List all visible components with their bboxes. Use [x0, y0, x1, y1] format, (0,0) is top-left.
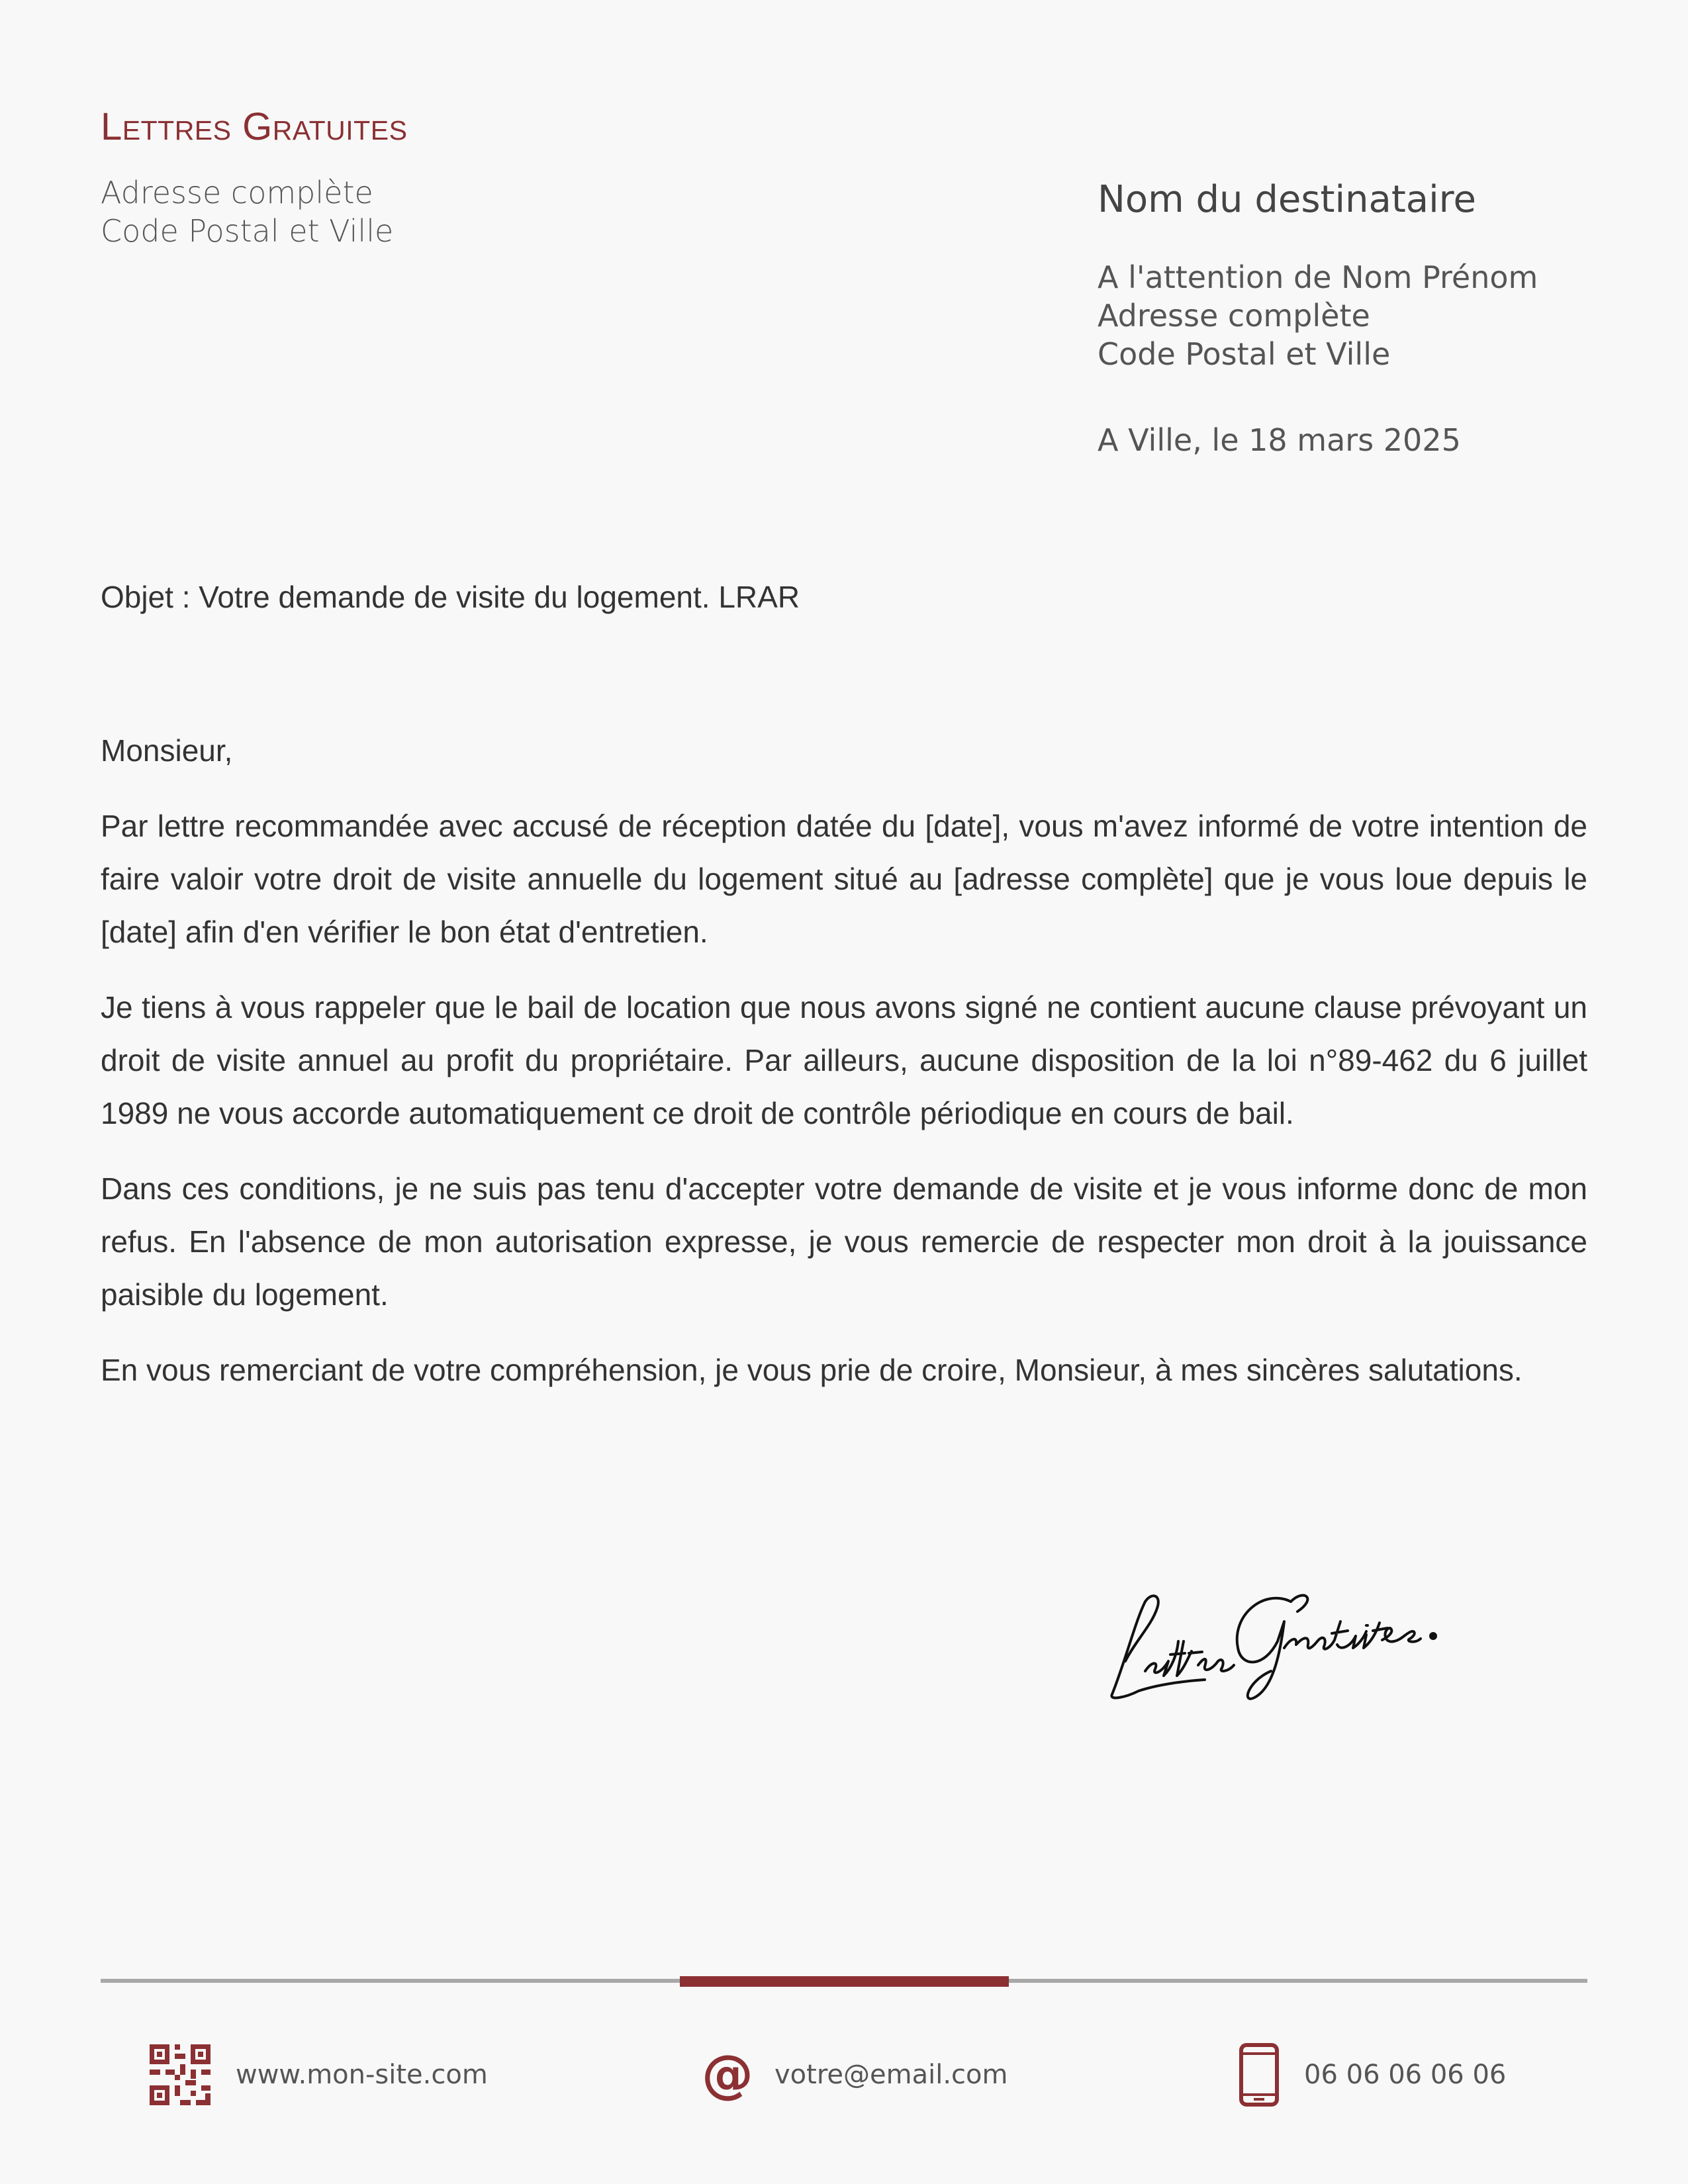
recipient-name: Nom du destinataire: [1098, 178, 1476, 221]
sender-address-block: [101, 173, 393, 250]
at-sign-icon: @: [702, 2045, 753, 2105]
sender-address: Adresse complète: [101, 175, 373, 210]
letter-date: A Ville, le 18 mars 2025: [1098, 422, 1461, 458]
footer-email: [702, 2045, 1008, 2105]
body-paragraph: Dans ces conditions, je ne suis pas tenu d'accepter votre demande de visite et je vous informe donc de mon refus. En l'absence de mon autorisation expresse, je vous remercie de respecter mon droit à la jouissance paisible du logement.: [101, 1171, 1587, 1312]
email-text: votre@email.com: [774, 2060, 1008, 2090]
recipient-attention: A l'attention de Nom Prénom: [1098, 259, 1538, 295]
footer-website: [150, 2045, 488, 2105]
body-paragraph: Je tiens à vous rappeler que le bail de location que nous avons signé ne contient aucune clause prévoyant un droit de visite annuel au profit du propriétaire. Par ailleurs, aucune disposition de la loi n°89-462 du 6 juillet 1989 ne vous accorde automatiquement ce droit de contrôle périodique en cours de bail.: [101, 990, 1587, 1130]
footer-phone: [1239, 2045, 1506, 2105]
recipient-block: [1098, 173, 1627, 459]
phone-text: 06 06 06 06 06: [1304, 2060, 1507, 2090]
body-paragraph: Par lettre recommandée avec accusé de réception datée du [date], vous m'avez informé de votre intention de faire valoir votre droit de visite annuelle du logement situé au [adresse complète] que je vous loue depuis le [date] afin d'en vérifier le bon état d'entretien.: [101, 809, 1587, 949]
letter-body: [101, 724, 1587, 1419]
footer-accent-bar: [680, 1976, 1009, 1987]
mobile-phone-icon: [1239, 2043, 1279, 2107]
sender-postal-city: Code Postal et Ville: [101, 213, 394, 249]
body-paragraph: En vous remerciant de votre compréhension, je vous prie de croire, Monsieur, à mes sincères salutations.: [101, 1353, 1523, 1387]
salutation: Monsieur,: [101, 733, 233, 768]
qr-code-icon: [150, 2044, 211, 2105]
letter-subject: Objet : Votre demande de visite du logement. LRAR: [101, 580, 800, 614]
handwritten-signature: [1099, 1562, 1443, 1707]
sender-name: Lettres Gratuites: [101, 105, 408, 148]
recipient-address: Adresse complète: [1098, 298, 1370, 334]
website-text: www.mon-site.com: [236, 2060, 488, 2090]
recipient-postal-city: Code Postal et Ville: [1098, 336, 1391, 372]
